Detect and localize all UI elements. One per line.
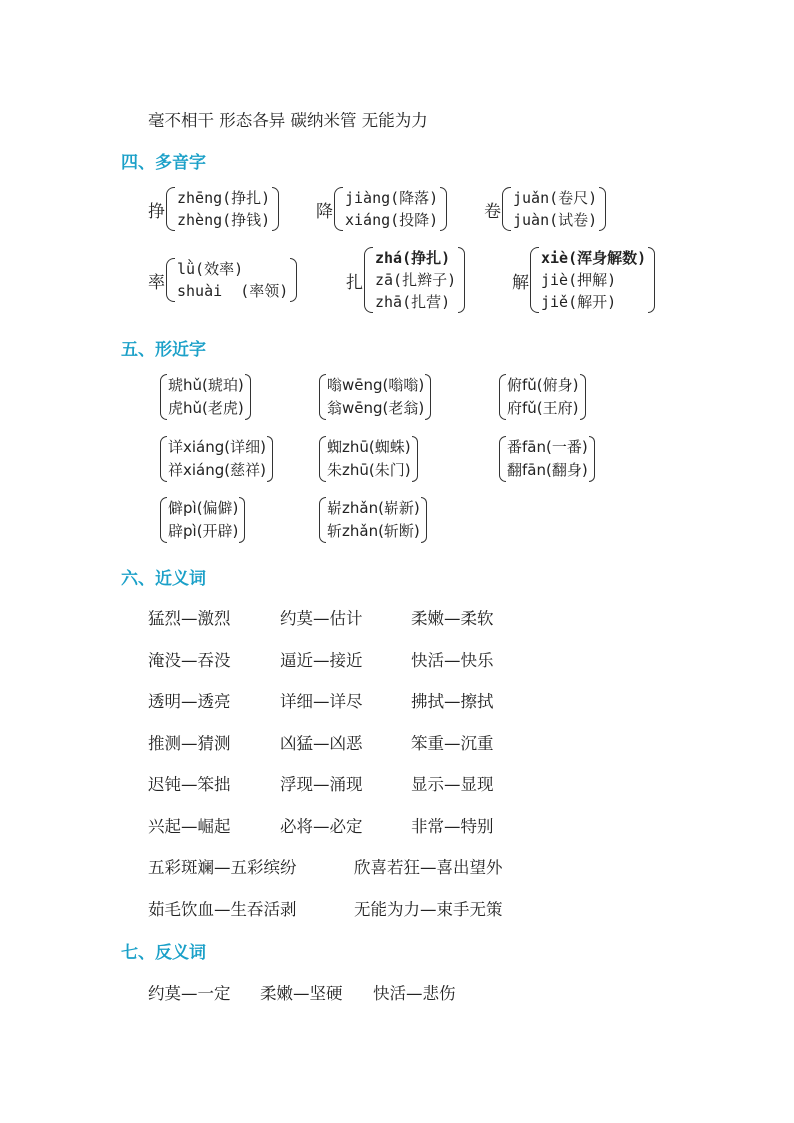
synonym-pair: 柔嫩—柔软 <box>411 609 494 628</box>
right-brace <box>245 374 251 420</box>
similar-char-row: 俯fǔ(俯身) <box>507 376 579 394</box>
right-brace <box>425 374 431 420</box>
synonym-pair: 约莫—估计 <box>280 609 363 628</box>
right-brace <box>458 247 465 313</box>
similar-char-entry <box>319 374 431 420</box>
similar-char-entry <box>319 497 427 543</box>
antonym-pair: 约莫—一定 <box>148 984 231 1003</box>
left-brace <box>166 187 175 231</box>
left-brace <box>319 497 326 543</box>
synonym-pair: 非常—特别 <box>411 817 494 836</box>
left-brace <box>499 374 506 420</box>
synonym-pair: 猛烈—激烈 <box>148 609 231 628</box>
polyphone-reading: juǎn(卷尺) <box>513 189 598 207</box>
similar-char-row: 蜘zhū(蜘蛛) <box>327 438 411 456</box>
polyphone-entry <box>512 247 655 313</box>
similar-char-row: 朱zhū(朱门) <box>327 461 411 479</box>
polyphone-char: 率 <box>148 272 165 293</box>
polyphone-char: 扎 <box>346 272 363 293</box>
polyphone-reading: jiè(押解) <box>541 271 617 289</box>
polyphone-char: 解 <box>512 272 529 293</box>
section-heading-polyphones: 四、多音字 <box>121 153 206 173</box>
right-brace <box>267 436 273 482</box>
polyphone-entry <box>148 258 297 302</box>
synonym-pair: 显示—显现 <box>411 775 494 794</box>
right-brace <box>290 258 297 302</box>
left-brace <box>160 497 167 543</box>
synonym-pair: 逼近—接近 <box>280 651 363 670</box>
polyphone-reading: zhā(扎营) <box>375 293 451 311</box>
left-brace <box>319 436 326 482</box>
polyphone-reading: xiáng(投降) <box>345 211 439 229</box>
similar-char-entry <box>319 436 418 482</box>
synonym-pair: 拂拭—擦拭 <box>411 692 494 711</box>
synonym-pair: 兴起—崛起 <box>148 817 231 836</box>
right-brace <box>589 436 595 482</box>
similar-char-row: 虎hǔ(老虎) <box>168 399 244 417</box>
synonym-pair: 透明—透亮 <box>148 692 231 711</box>
similar-char-entry <box>499 374 586 420</box>
polyphone-entry <box>316 187 447 231</box>
left-brace <box>499 436 506 482</box>
polyphone-reading: juàn(试卷) <box>513 211 598 229</box>
similar-char-entry <box>160 436 273 482</box>
polyphone-reading: zhèng(挣钱) <box>177 211 271 229</box>
similar-char-entry <box>499 436 595 482</box>
synonym-pair: 笨重—沉重 <box>411 734 494 753</box>
antonym-pair: 柔嫩—坚硬 <box>260 984 343 1003</box>
similar-char-row: 府fǔ(王府) <box>507 399 579 417</box>
right-brace <box>648 247 655 313</box>
section-heading-similar: 五、形近字 <box>121 340 206 360</box>
right-brace <box>239 497 245 543</box>
intro-words: 毫不相干 形态各异 碳纳米管 无能为力 <box>148 111 428 130</box>
synonym-pair: 欣喜若狂—喜出望外 <box>354 858 503 877</box>
polyphone-reading: jiàng(降落) <box>345 189 439 207</box>
polyphone-entry <box>484 187 606 231</box>
polyphone-reading: zhá(挣扎) <box>375 249 451 267</box>
left-brace <box>530 247 539 313</box>
similar-char-row: 翁wēng(老翁) <box>327 399 425 417</box>
polyphone-reading: jiě(解开) <box>541 293 617 311</box>
similar-char-row: 崭zhǎn(崭新) <box>327 499 420 517</box>
similar-char-row: 辟pì(开辟) <box>168 522 239 540</box>
polyphone-reading: zhēng(挣扎) <box>177 189 271 207</box>
similar-char-row: 详xiáng(详细) <box>168 438 266 456</box>
right-brace <box>580 374 586 420</box>
polyphone-char: 降 <box>316 201 333 222</box>
polyphone-char: 挣 <box>148 201 165 222</box>
similar-char-row: 僻pì(偏僻) <box>168 499 239 517</box>
synonym-pair: 快活—快乐 <box>411 651 494 670</box>
right-brace <box>421 497 427 543</box>
section-heading-antonyms: 七、反义词 <box>121 943 206 963</box>
polyphone-entry <box>148 187 279 231</box>
left-brace <box>160 374 167 420</box>
left-brace <box>160 436 167 482</box>
polyphone-char: 卷 <box>484 201 501 222</box>
left-brace <box>334 187 343 231</box>
left-brace <box>364 247 373 313</box>
synonym-pair: 无能为力—束手无策 <box>354 900 503 919</box>
similar-char-row: 琥hǔ(琥珀) <box>168 376 244 394</box>
similar-char-row: 翻fān(翻身) <box>507 461 588 479</box>
similar-char-row: 番fān(一番) <box>507 438 588 456</box>
synonym-pair: 淹没—吞没 <box>148 651 231 670</box>
polyphone-reading: zā(扎辫子) <box>375 271 457 289</box>
polyphone-reading: shuài (率领) <box>177 282 289 300</box>
antonym-pair: 快活—悲伤 <box>373 984 456 1003</box>
polyphone-reading: lǜ(效率) <box>177 260 244 278</box>
similar-char-row: 祥xiáng(慈祥) <box>168 461 266 479</box>
similar-char-entry <box>160 374 251 420</box>
synonym-pair: 详细—详尽 <box>280 692 363 711</box>
section-heading-synonyms: 六、近义词 <box>121 569 206 589</box>
right-brace <box>272 187 279 231</box>
synonym-pair: 茹毛饮血—生吞活剥 <box>148 900 297 919</box>
left-brace <box>319 374 326 420</box>
left-brace <box>502 187 511 231</box>
right-brace <box>599 187 606 231</box>
right-brace <box>440 187 447 231</box>
synonym-pair: 凶猛—凶恶 <box>280 734 363 753</box>
synonym-pair: 五彩斑斓—五彩缤纷 <box>148 858 297 877</box>
right-brace <box>412 436 418 482</box>
synonym-pair: 迟钝—笨拙 <box>148 775 231 794</box>
similar-char-row: 斩zhǎn(斩断) <box>327 522 420 540</box>
polyphone-entry <box>346 247 465 313</box>
similar-char-row: 嗡wēng(嗡嗡) <box>327 376 425 394</box>
similar-char-entry <box>160 497 245 543</box>
polyphone-reading: xiè(浑身解数) <box>541 249 647 267</box>
left-brace <box>166 258 175 302</box>
synonym-pair: 推测—猜测 <box>148 734 231 753</box>
synonym-pair: 必将—必定 <box>280 817 363 836</box>
synonym-pair: 浮现—涌现 <box>280 775 363 794</box>
